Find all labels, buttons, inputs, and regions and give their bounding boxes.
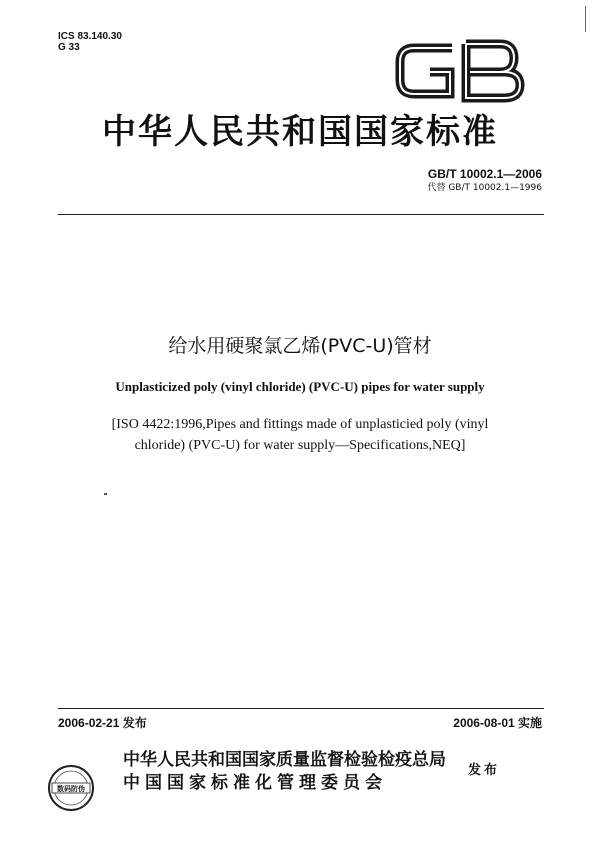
gb-logo-icon [392, 34, 528, 108]
issuer-aqsiq: 中华人民共和国国家质量监督检验检疫总局 [123, 750, 446, 770]
issuing-authorities [123, 749, 446, 795]
stamp-seal-icon [46, 763, 96, 813]
iso-reference-line-2: chloride) (PVC-U) for water supply—Specifications,NEQ] [134, 438, 466, 453]
class-code: G 33 [58, 42, 80, 53]
issue-date: 2006-02-21 发布 [58, 716, 147, 730]
scan-speck [104, 493, 107, 495]
issuer-sac: 中国国家标准化管理委员会 [123, 773, 387, 793]
iso-reference [70, 414, 530, 456]
iso-reference-line-1: [ISO 4422:1996,Pipes and fittings made of unplasticied poly (vinyl [111, 417, 489, 432]
footer-divider [58, 708, 544, 709]
ics-code: ICS 83.140.30 [58, 31, 122, 42]
standard-title: 中华人民共和国国家标准 [102, 112, 498, 152]
document-title-en: Unplasticized poly (vinyl chloride) (PVC-U) pipes for water supply [115, 379, 485, 394]
implementation-date: 2006-08-01 实施 [453, 716, 542, 730]
standard-code: GB/T 10002.1—2006 [427, 167, 542, 181]
replaces-note: 代替 GB/T 10002.1—1996 [427, 183, 542, 193]
scan-mark [585, 6, 586, 32]
classification-block [58, 31, 122, 53]
document-title-cn: 给水用硬聚氯乙烯(PVC-U)管材 [168, 335, 432, 357]
header-divider [58, 214, 544, 215]
svg-text:数码防伪: 数码防伪 [57, 785, 85, 793]
publish-label: 发布 [468, 763, 501, 778]
